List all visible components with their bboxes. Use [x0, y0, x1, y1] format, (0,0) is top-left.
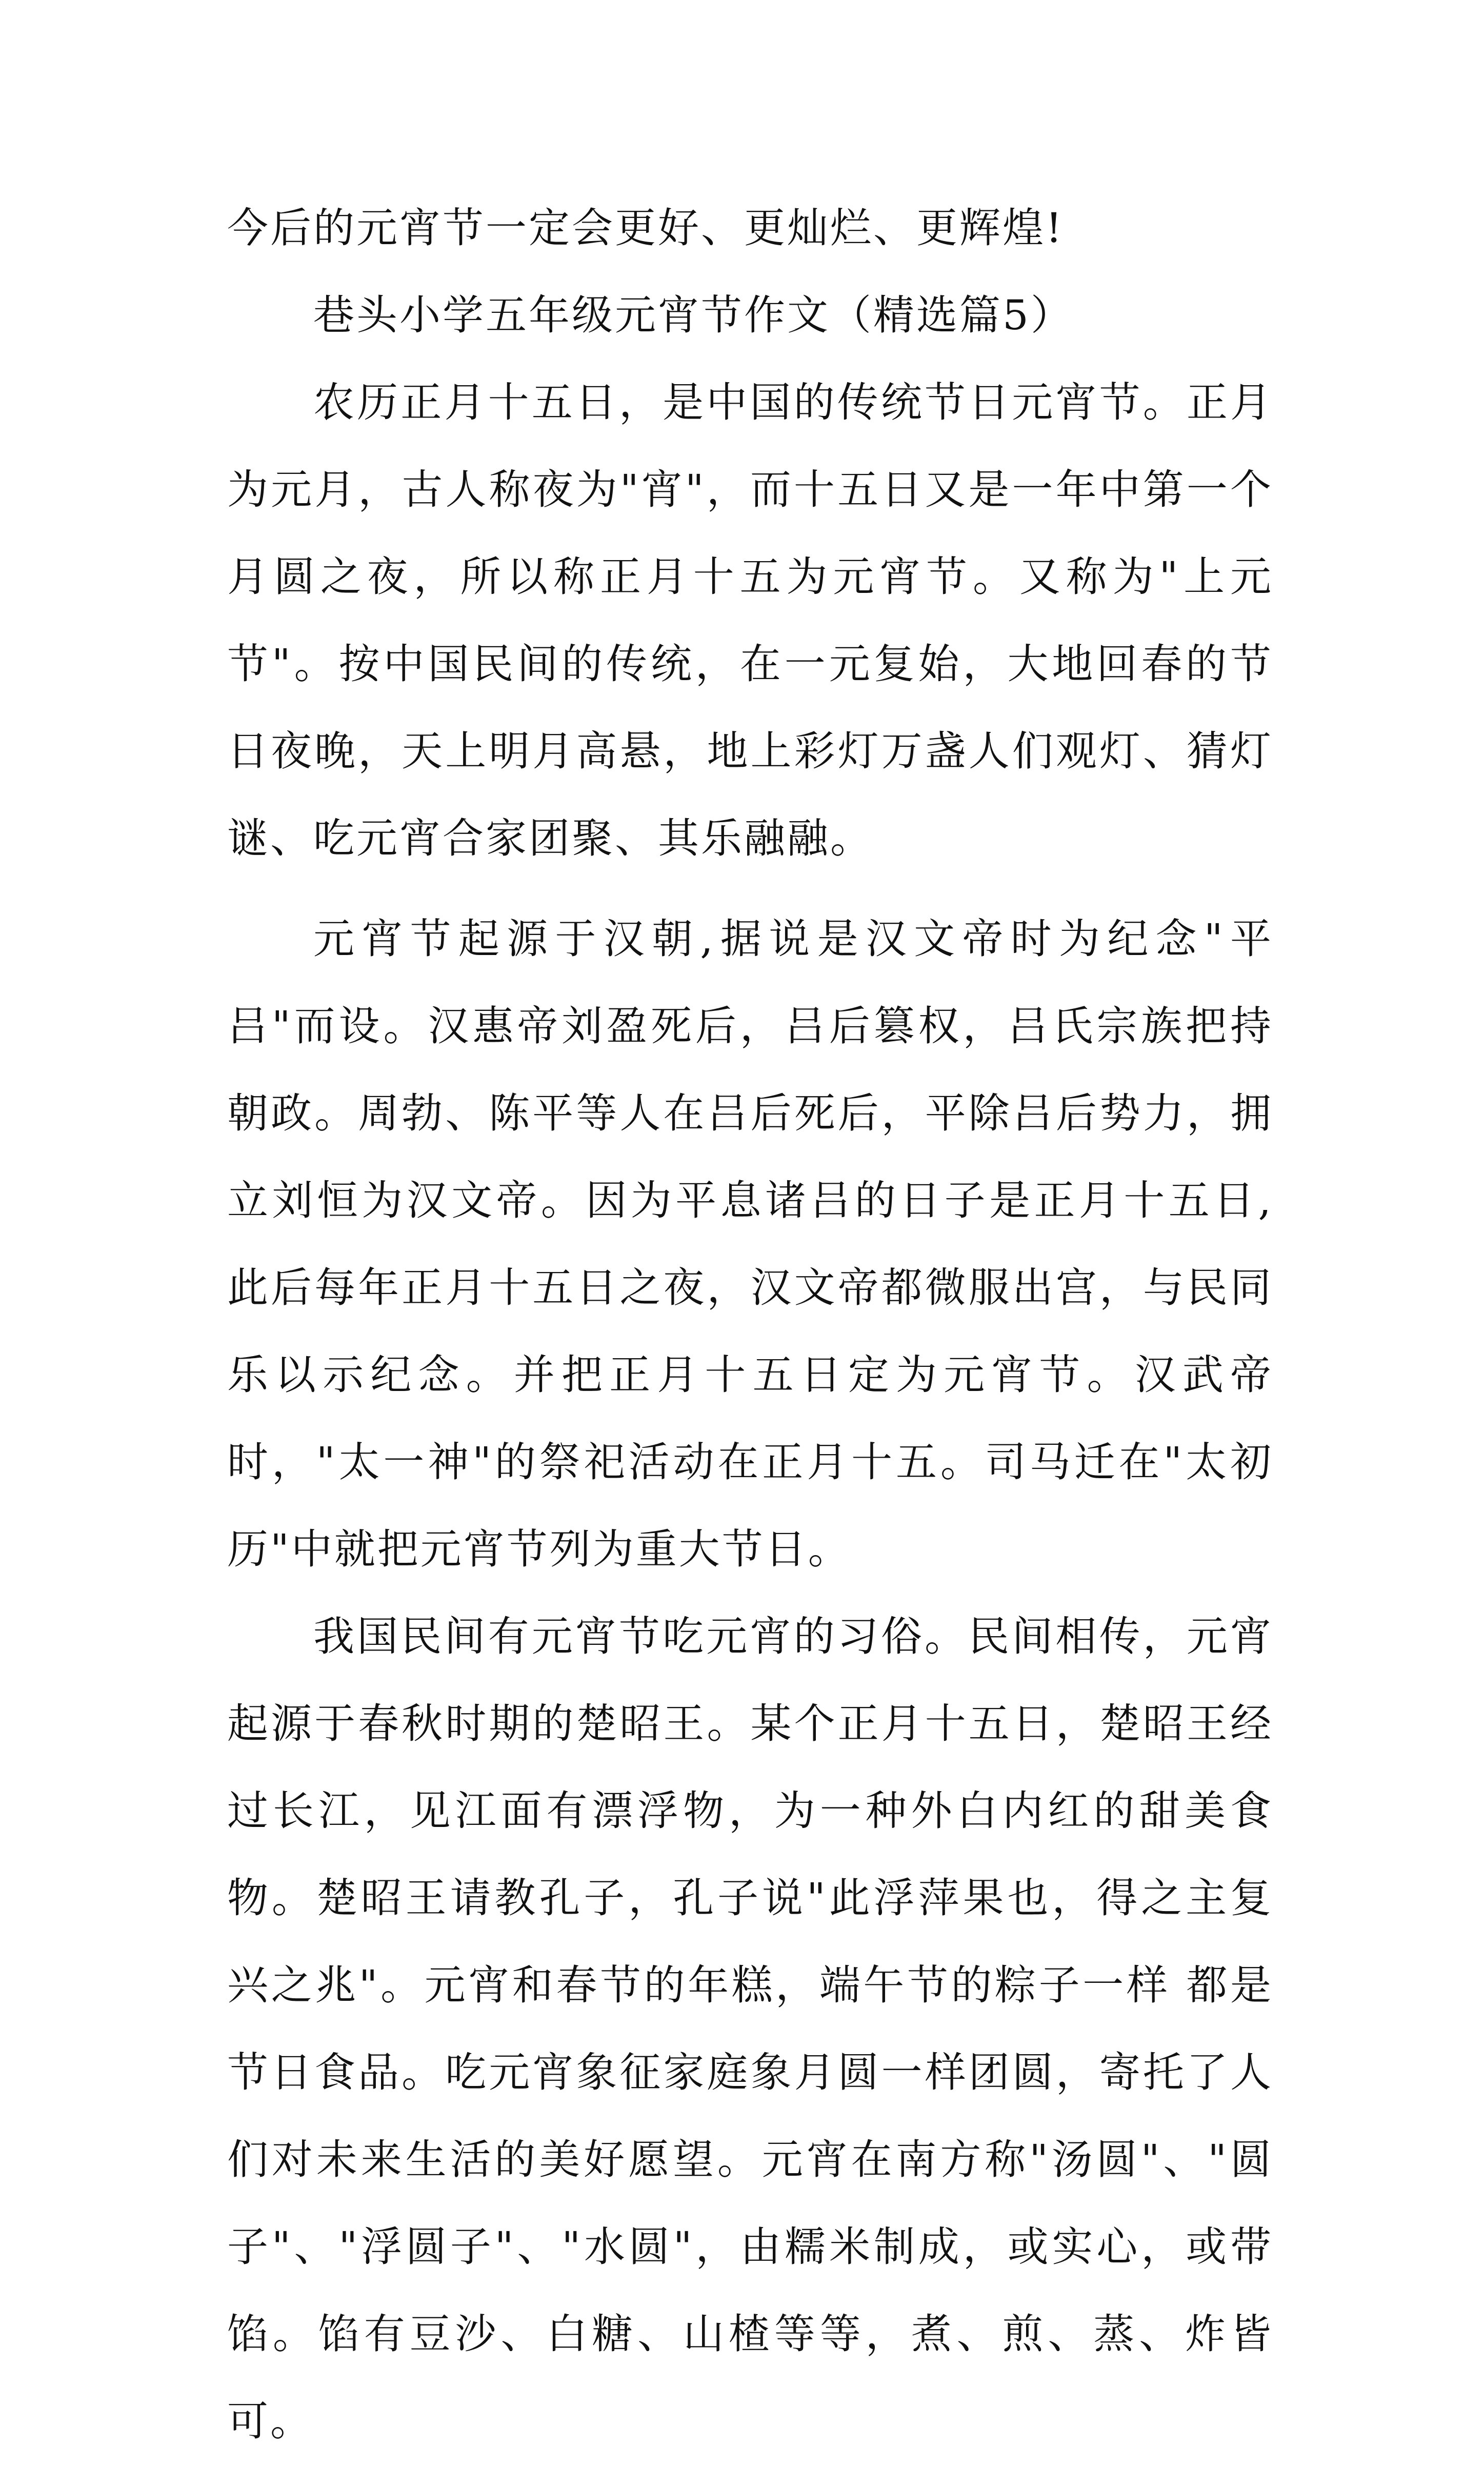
- body-paragraph-3: 我国民间有元宵节吃元宵的习俗。民间相传，元宵起源于春秋时期的楚昭王。某个正月十五日，楚昭王经过长江，见江面有漂浮物，为一种外白内红的甜美食物。楚昭王请教孔子，孔子说"此浮萍果也，得之主复兴之兆"。元宵和春节的年糕，端午节的粽子一样 都是节日食品。吃元宵象征家庭象月圆一样团圆，寄托了人们对未来生活的美好愿望。元宵在南方称"汤圆"、"圆子"、"浮圆子"、"水圆"，由糯米制成，或实心，或带馅。馅有豆沙、白糖、山楂等等，煮、煎、蒸、炸皆可。: [227, 1613, 1273, 2445]
- document-body: [227, 185, 1273, 2465]
- continuation-paragraph: 今后的元宵节一定会更好、更灿烂、更辉煌!: [227, 204, 1065, 252]
- body-paragraph-2: 元宵节起源于汉朝,据说是汉文帝时为纪念"平吕"而设。汉惠帝刘盈死后，吕后篡权，吕氏宗族把持朝政。周勃、陈平等人在吕后死后，平除吕后势力，拥立刘恒为汉文帝。因为平息诸吕的日子是正月十五日,此后每年正月十五日之夜，汉文帝都微服出宫，与民同乐以示纪念。并把正月十五日定为元宵节。汉武帝时，"太一神"的祭祀活动在正月十五。司马迁在"太初历"中就把元宵节列为重大节日。: [227, 915, 1273, 1573]
- body-paragraph-1: 农历正月十五日，是中国的传统节日元宵节。正月为元月，古人称夜为"宵"，而十五日又是一年中第一个月圆之夜，所以称正月十五为元宵节。又称为"上元节"。按中国民间的传统，在一元复始，大地回春的节日夜晚，天上明月高悬，地上彩灯万盏人们观灯、猜灯谜、吃元宵合家团聚、其乐融融。: [227, 379, 1273, 862]
- section-title: 巷头小学五年级元宵节作文（精选篇5）: [313, 291, 1074, 339]
